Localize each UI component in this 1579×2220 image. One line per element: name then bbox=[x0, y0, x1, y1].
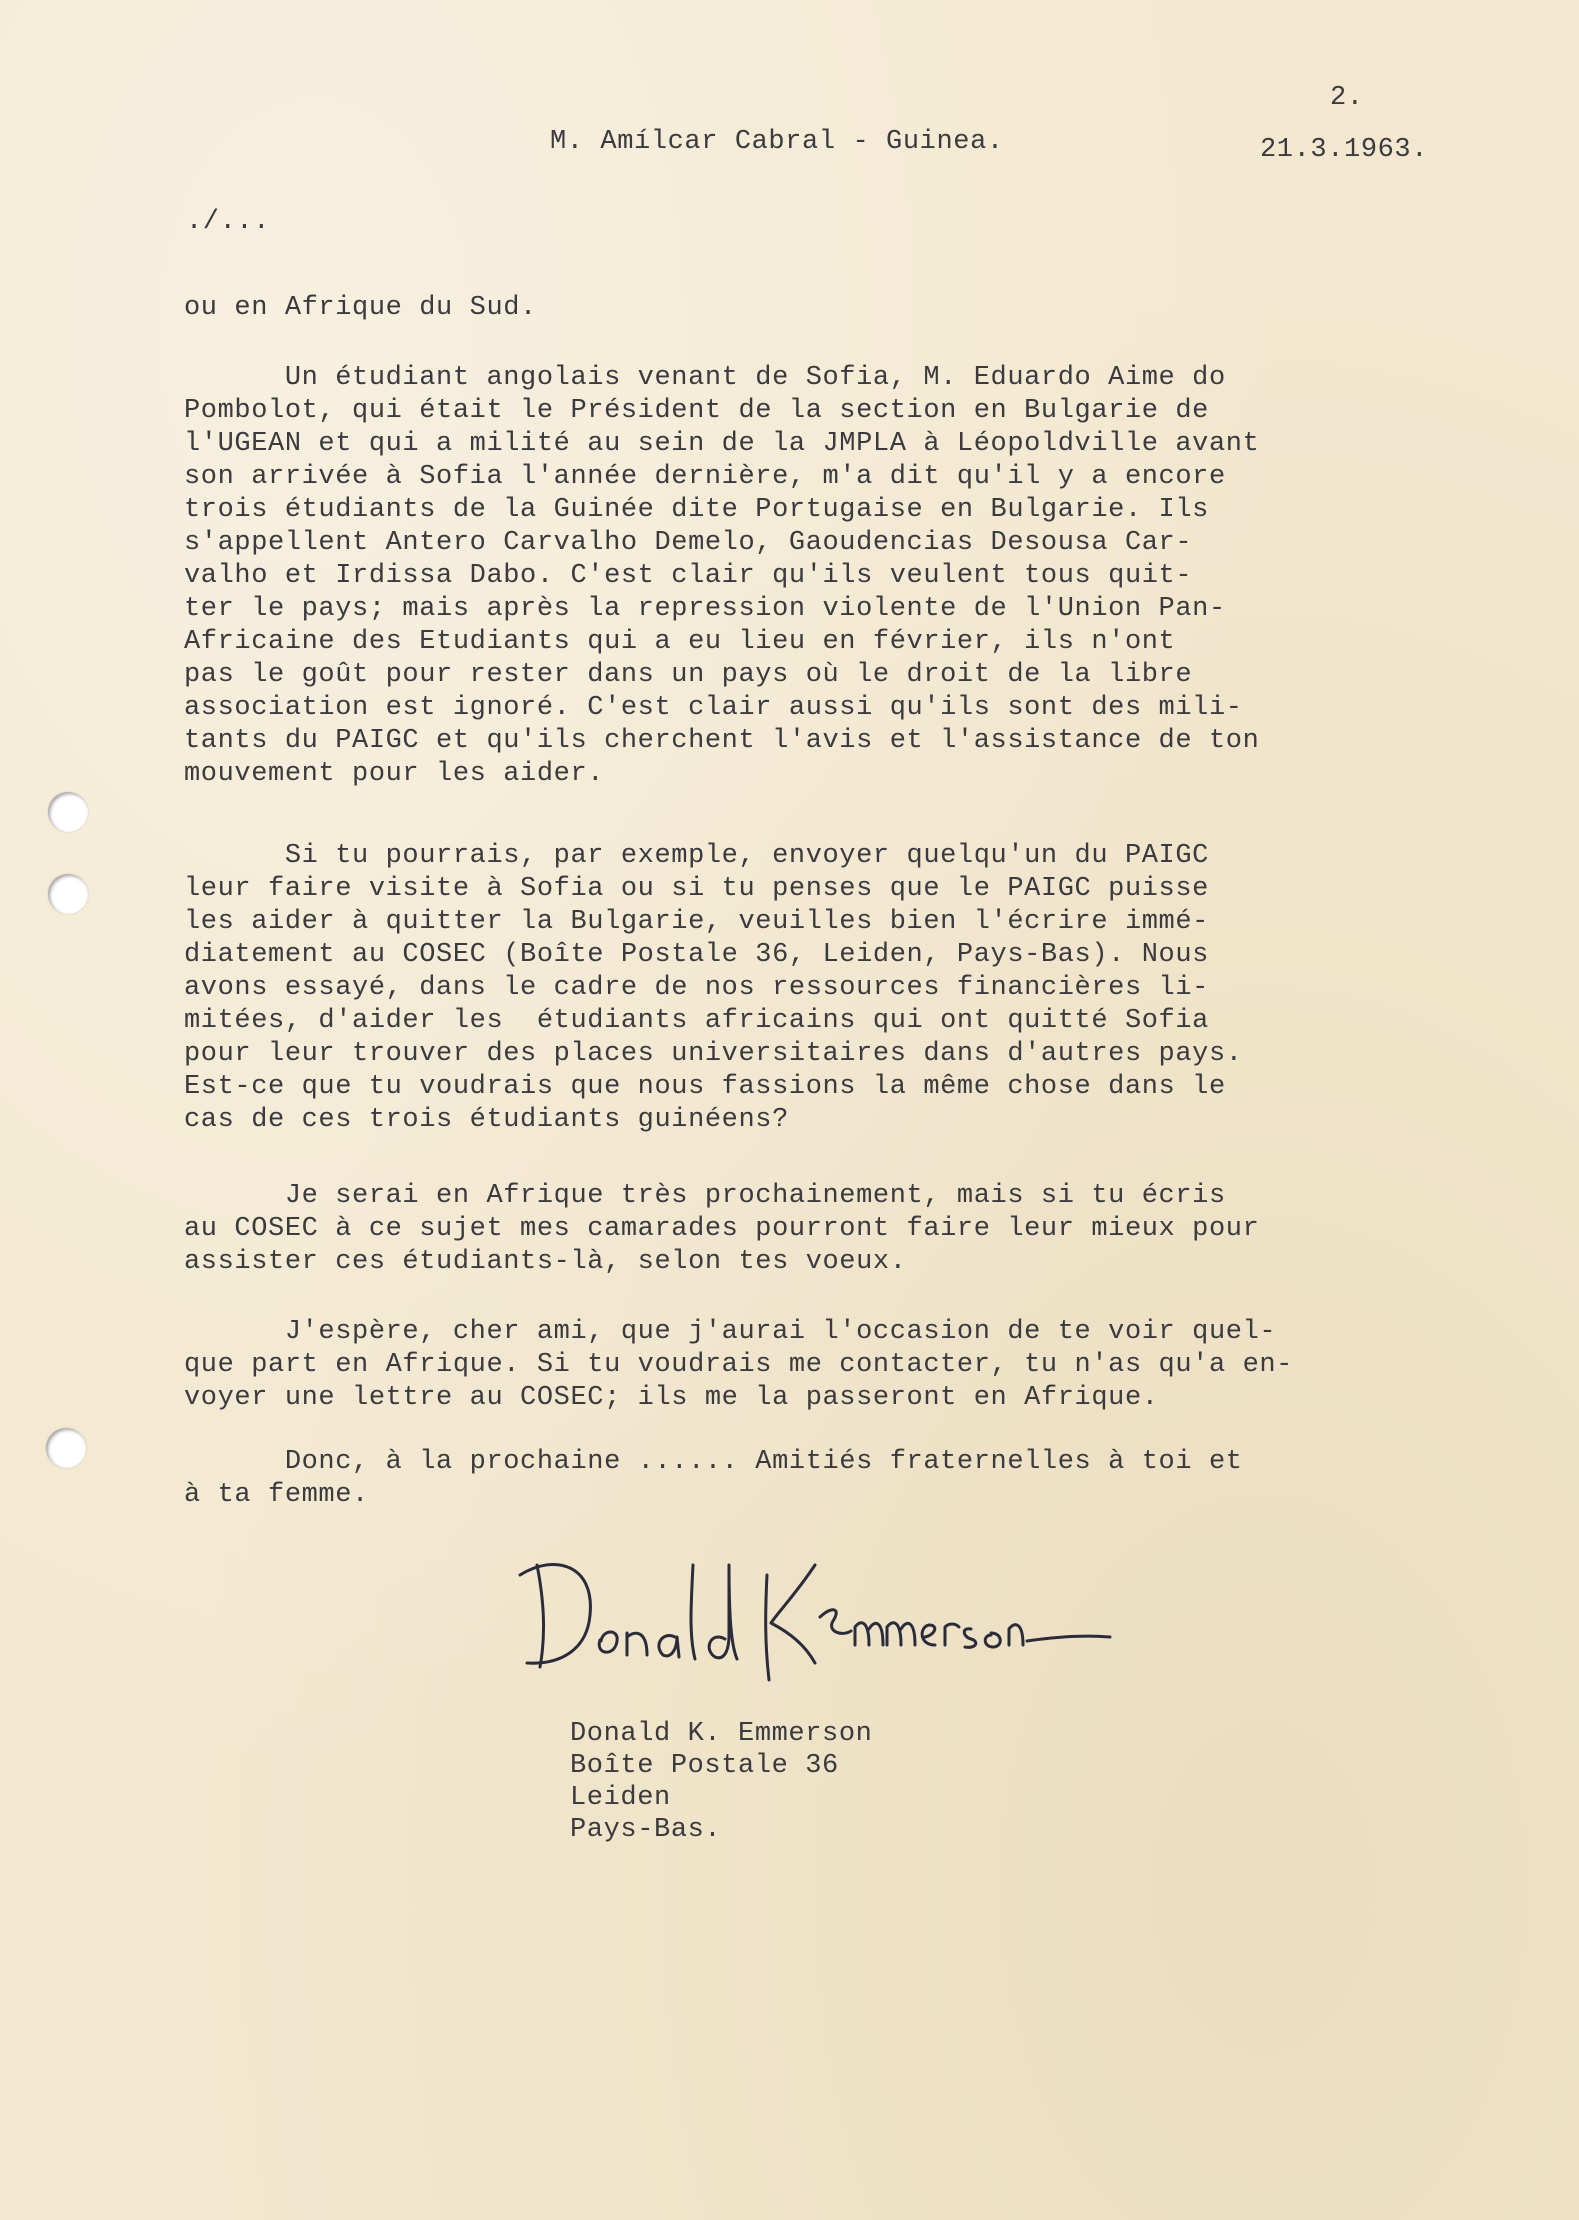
continuation-mark: ./... bbox=[186, 207, 271, 237]
paragraph-3: Je serai en Afrique très prochainement, mais si tu écris au COSEC à ce sujet mes camarades pourront faire leur mieux pour assister ces étudiants-là, selon tes voeux. bbox=[184, 1181, 1260, 1277]
addressee-header: M. Amílcar Cabral - Guinea. bbox=[550, 127, 1004, 157]
signer-city: Leiden bbox=[570, 1783, 671, 1813]
paragraph-2: Si tu pourrais, par exemple, envoyer quelqu'un du PAIGC leur faire visite à Sofia ou si tu penses que le PAIGC puisse les aider à quitter la Bulgarie, veuilles bien l'écrire immé- diatement au COSEC (Boîte Postale 36, Leiden, Pays-Bas). Nous avons essayé, dans le cadre de nos ressources financières li- mitées, d'aider les étudiants africains qui ont quitté Sofia pour leur trouver des places universitaires dans d'autres pays. Est-ce que tu voudrais que nous fassions la même chose dans le cas de ces trois étudiants guinéens? bbox=[184, 841, 1243, 1135]
page-number: 2. bbox=[1330, 83, 1364, 113]
punch-hole bbox=[48, 874, 88, 914]
punch-hole bbox=[46, 1428, 86, 1468]
letter-date: 21.3.1963. bbox=[1260, 135, 1429, 165]
signer-name: Donald K. Emmerson bbox=[570, 1719, 873, 1749]
paragraph-4: J'espère, cher ami, que j'aurai l'occasion de te voir quel- que part en Afrique. Si tu voudrais me contacter, tu n'as qu'a en- voyer une lettre au COSEC; ils me la passeront en Afrique. bbox=[184, 1317, 1293, 1413]
paragraph-0: ou en Afrique du Sud. bbox=[184, 293, 537, 323]
signature-block bbox=[570, 1718, 872, 1846]
signer-country: Pays-Bas. bbox=[570, 1815, 722, 1845]
signer-address: Boîte Postale 36 bbox=[570, 1751, 839, 1781]
paragraph-5: Donc, à la prochaine ...... Amitiés fraternelles à toi et à ta femme. bbox=[184, 1447, 1243, 1510]
handwritten-signature bbox=[515, 1545, 1115, 1685]
punch-hole bbox=[48, 792, 88, 832]
paragraph-1: Un étudiant angolais venant de Sofia, M. Eduardo Aime do Pombolot, qui était le Président de la section en Bulgarie de l'UGEAN et qui a milité au sein de la JMPLA à Léopoldville avant son arrivée à Sofia l'année dernière, m'a dit qu'il y a encore trois étudiants de la Guinée dite Portugaise en Bulgarie. Ils s'appellent Antero Carvalho Demelo, Gaoudencias Desousa Car- valho et Irdissa Dabo. C'est clair qu'ils veulent tous quit- ter le pays; mais après la repression violente de l'Union Pan- Africaine des Etudiants qui a eu lieu en février, ils n'ont pas le goût pour rester dans un pays où le droit de la libre association est ignoré. C'est clair aussi qu'ils sont des mili- tants du PAIGC et qu'ils cherchent l'avis et l'assistance de ton mouvement pour les aider. bbox=[184, 363, 1260, 789]
